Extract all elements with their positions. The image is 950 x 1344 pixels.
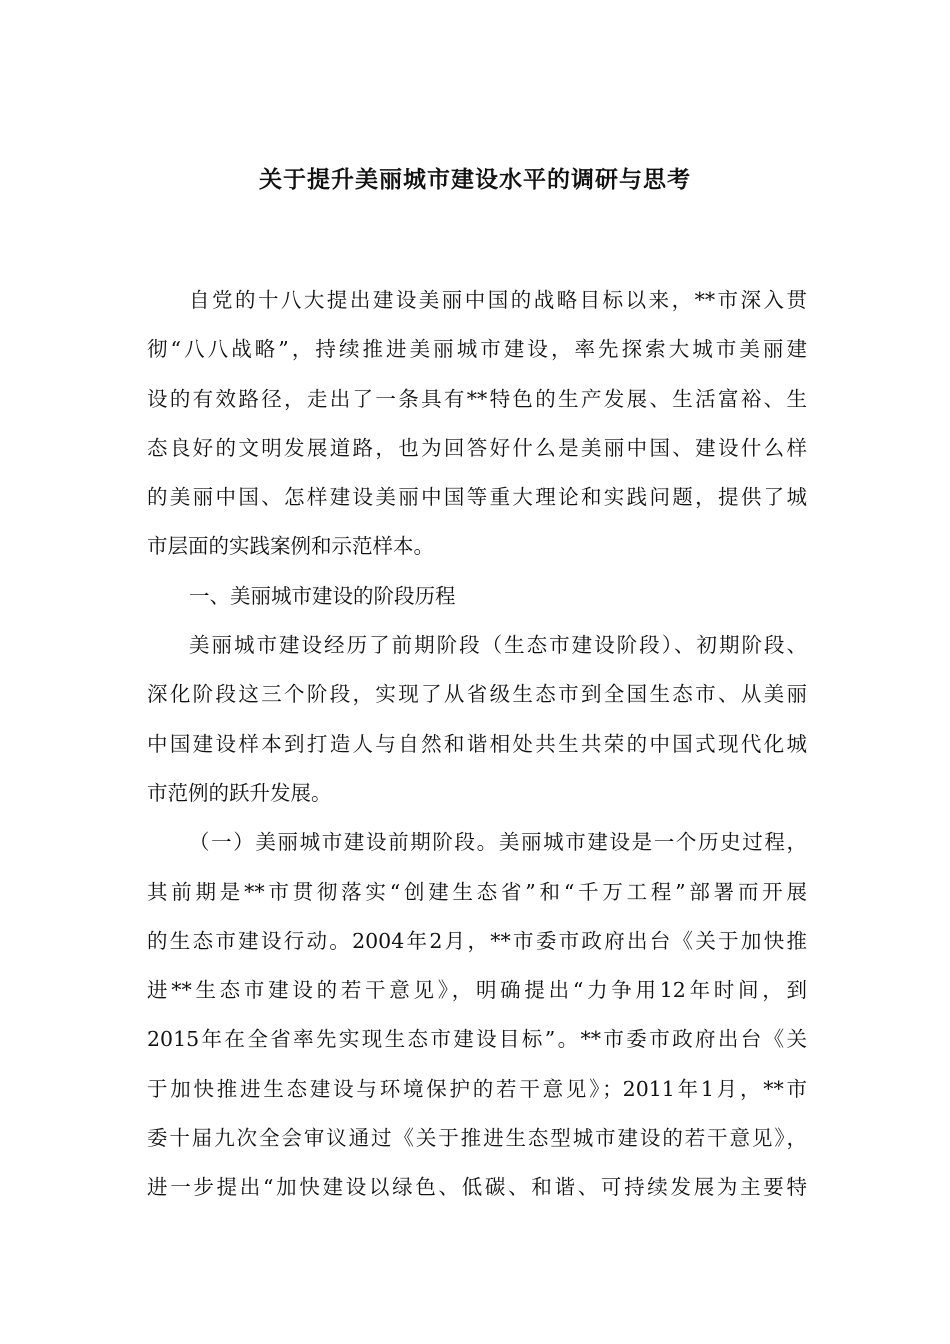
paragraph-line: 委十届九次全会审议通过《关于推进生态型城市建设的若干意见》， [147, 1126, 807, 1151]
paragraph-line: 于加快推进生态建设与环境保护的若干意见》；2011年1月，**市 [147, 1076, 807, 1101]
section-heading: 一、美丽城市建设的阶段历程 [189, 583, 456, 608]
paragraph-line: 市范例的跃升发展。 [147, 780, 332, 805]
document-title: 关于提升美丽城市建设水平的调研与思考 [259, 167, 691, 193]
paragraph-line: 市层面的实践案例和示范样本。 [147, 534, 434, 559]
paragraph-line: 2015年在全省率先实现生态市建设目标”。**市委市政府出台《关 [147, 1027, 807, 1052]
paragraph-line: 中国建设样本到打造人与自然和谐相处共生共荣的中国式现代化城 [147, 731, 807, 756]
paragraph-line: 美丽城市建设经历了前期阶段（生态市建设阶段）、初期阶段、 [189, 633, 807, 658]
subsection-line: （一）美丽城市建设前期阶段。美丽城市建设是一个历史过程， [189, 830, 807, 855]
paragraph-line: 自党的十八大提出建设美丽中国的战略目标以来，**市深入贯 [189, 288, 807, 312]
paragraph-line: 设的有效路径，走出了一条具有**特色的生产发展、生活富裕、生 [147, 386, 807, 411]
paragraph-line: 态良好的文明发展道路，也为回答好什么是美丽中国、建设什么样 [147, 435, 807, 460]
paragraph-line: 其前期是**市贯彻落实“创建生态省”和“千万工程”部署而开展 [147, 879, 807, 904]
paragraph-line: 的美丽中国、怎样建设美丽中国等重大理论和实践问题，提供了城 [147, 485, 807, 510]
paragraph-line: 的生态市建设行动。2004年2月，**市委市政府出台《关于加快推 [147, 928, 807, 953]
paragraph-line: 进**生态市建设的若干意见》，明确提出“力争用12年时间，到 [147, 978, 807, 1003]
paragraph-line: 进一步提出“加快建设以绿色、低碳、和谐、可持续发展为主要特 [147, 1175, 807, 1200]
paragraph-line: 彻“八八战略”，持续推进美丽城市建设，率先探索大城市美丽建 [147, 337, 807, 362]
paragraph-line: 深化阶段这三个阶段，实现了从省级生态市到全国生态市、从美丽 [147, 682, 807, 707]
document-body [147, 276, 807, 1213]
